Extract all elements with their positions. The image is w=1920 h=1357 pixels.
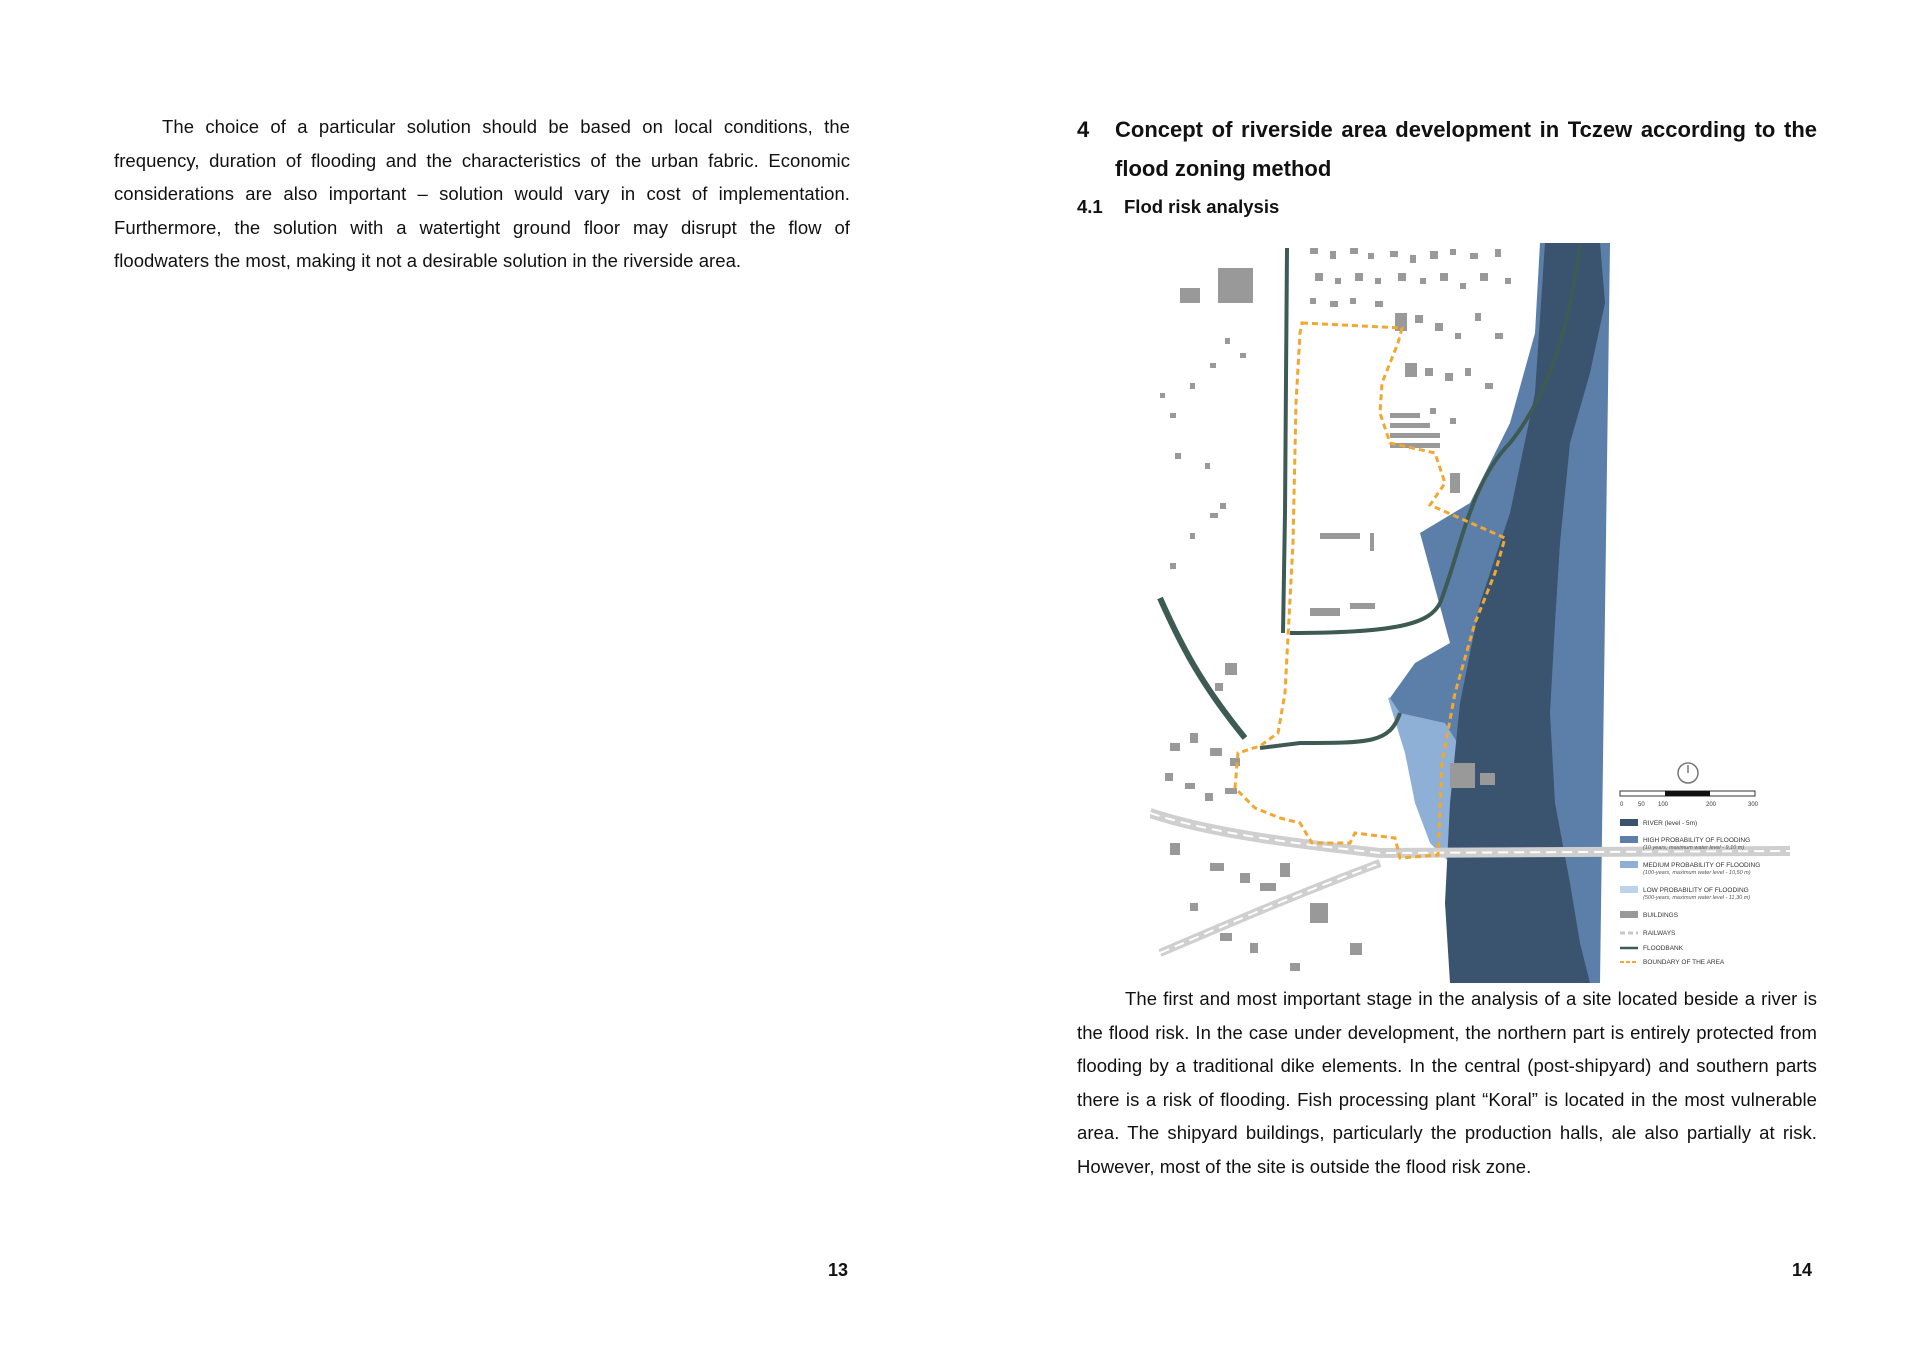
- subsection-title: Flod risk analysis: [1124, 196, 1280, 217]
- legend-sublabel: (10 years, maximum water level - 9,10 m): [1643, 845, 1745, 851]
- scale-tick-100: 100: [1658, 802, 1669, 808]
- page-number-right: 14: [1792, 1260, 1813, 1280]
- section-title: Concept of riverside area development in Tczew according to the flood zoning method: [1115, 117, 1817, 181]
- scale-tick-0: 0: [1620, 802, 1624, 808]
- legend-sublabel: (100-years, maximum water level - 10,50 m): [1643, 870, 1751, 876]
- right-paragraph-text: The first and most important stage in the analysis of a site located beside a river is the flood risk. In the case under development, the northern part is entirely protected from flooding by a traditional dike elements. In the central (post-shipyard) and southern parts there is a risk of flooding. Fish processing plant “Koral” is located in the most vulnerable area. The shipyard buildings, particularly the production halls, ale also partially at risk. However, most of the site is outside the flood risk zone.: [1077, 988, 1817, 1177]
- legend-swatch: [1620, 836, 1638, 843]
- legend-label: BOUNDARY OF THE AREA: [1643, 959, 1725, 966]
- flood-risk-map: [1150, 243, 1790, 983]
- legend-sublabel: (500-years, maximum water level - 11,30 m): [1643, 895, 1751, 901]
- scale-tick-300: 300: [1748, 802, 1759, 808]
- section-number: 4: [1077, 117, 1090, 142]
- legend-label: FLOODBANK: [1643, 945, 1684, 952]
- legend-swatch: [1620, 861, 1638, 868]
- legend-swatch: [1620, 886, 1638, 893]
- legend-label: MEDIUM PROBABILITY OF FLOODING: [1643, 862, 1761, 869]
- flood-risk-map-figure: [1150, 243, 1790, 983]
- section-heading: [1077, 110, 1817, 188]
- legend-label: HIGH PROBABILITY OF FLOODING: [1643, 837, 1751, 844]
- scale-bar: [1620, 791, 1755, 796]
- right-page-paragraph: [1077, 982, 1817, 1183]
- subsection-number: 4.1: [1077, 196, 1103, 217]
- scale-tick-200: 200: [1706, 802, 1717, 808]
- left-page-paragraph: [114, 110, 850, 278]
- legend-swatch: [1620, 911, 1638, 918]
- page-number-left: 13: [828, 1260, 849, 1280]
- legend-label: BUILDINGS: [1643, 912, 1679, 919]
- scale-tick-50: 50: [1638, 802, 1645, 808]
- legend-label: RAILWAYS: [1643, 930, 1676, 937]
- legend-label: RIVER (level - 5m): [1643, 820, 1698, 827]
- subsection-heading: [1077, 196, 1279, 218]
- left-paragraph-text: The choice of a particular solution should be based on local conditions, the frequency, duration of flooding and the characteristics of the urban fabric. Economic considerations are also important – solution would vary in cost of implementation. Furthermore, the solution with a watertight ground floor may disrupt the flow of floodwaters the most, making it not a desirable solution in the riverside area.: [114, 116, 850, 271]
- legend-swatch: [1620, 819, 1638, 826]
- map-legend: [1620, 819, 1760, 966]
- legend-label: LOW PROBABILITY OF FLOODING: [1643, 887, 1749, 894]
